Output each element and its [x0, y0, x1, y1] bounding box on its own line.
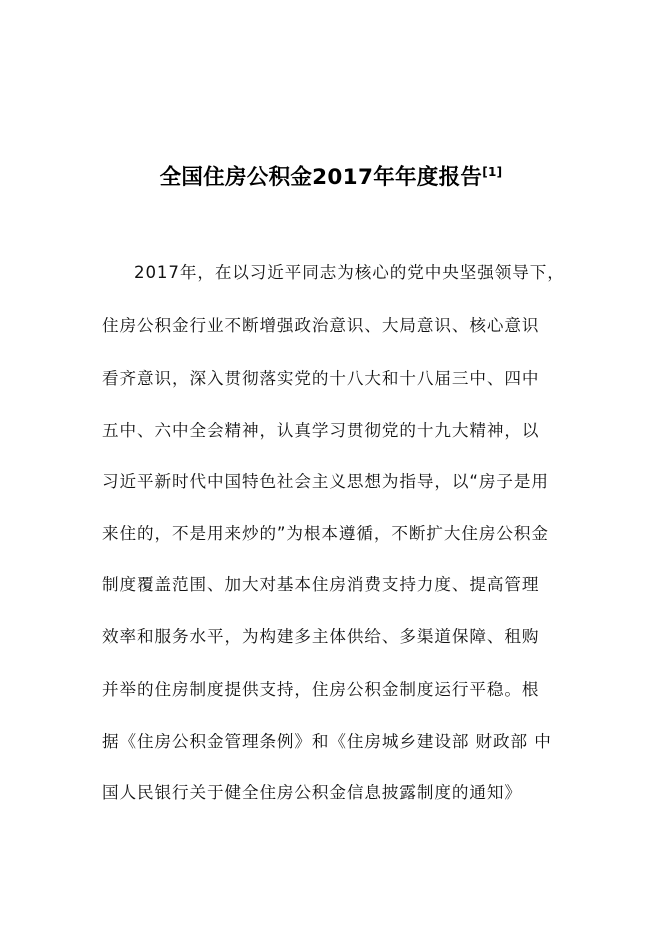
body-line: 看齐意识，深入贯彻落实党的十八大和十八届三中、四中 — [102, 369, 540, 388]
body-line: 习近平新时代中国特色社会主义思想为指导，以“房子是用 — [102, 472, 549, 491]
body-line: 据《住房公积金管理条例》和《住房城乡建设部 财政部 中 — [102, 732, 552, 751]
title-footnote-marker[interactable]: [1] — [482, 165, 503, 179]
body-line: 2017年，在以习近平同志为核心的党中央坚强领导下， — [134, 263, 565, 282]
page-title — [0, 160, 662, 196]
body-line: 并举的住房制度提供支持，住房公积金制度运行平稳。根 — [102, 680, 540, 699]
body-line: 国人民银行关于健全住房公积金信息披露制度的通知》 — [102, 783, 522, 802]
body-line: 效率和服务水平，为构建多主体供给、多渠道保障、租购 — [102, 627, 540, 646]
title-text: 全国住房公积金2017年年度报告 — [159, 165, 483, 190]
body-line: 制度覆盖范围、加大对基本住房消费支持力度、提高管理 — [102, 575, 540, 594]
body-line: 来住的，不是用来炒的”为根本遵循，不断扩大住房公积金 — [102, 524, 549, 543]
body-line: 住房公积金行业不断增强政治意识、大局意识、核心意识 — [102, 316, 540, 335]
body-line: 五中、六中全会精神，认真学习贯彻党的十九大精神，以 — [102, 421, 540, 440]
